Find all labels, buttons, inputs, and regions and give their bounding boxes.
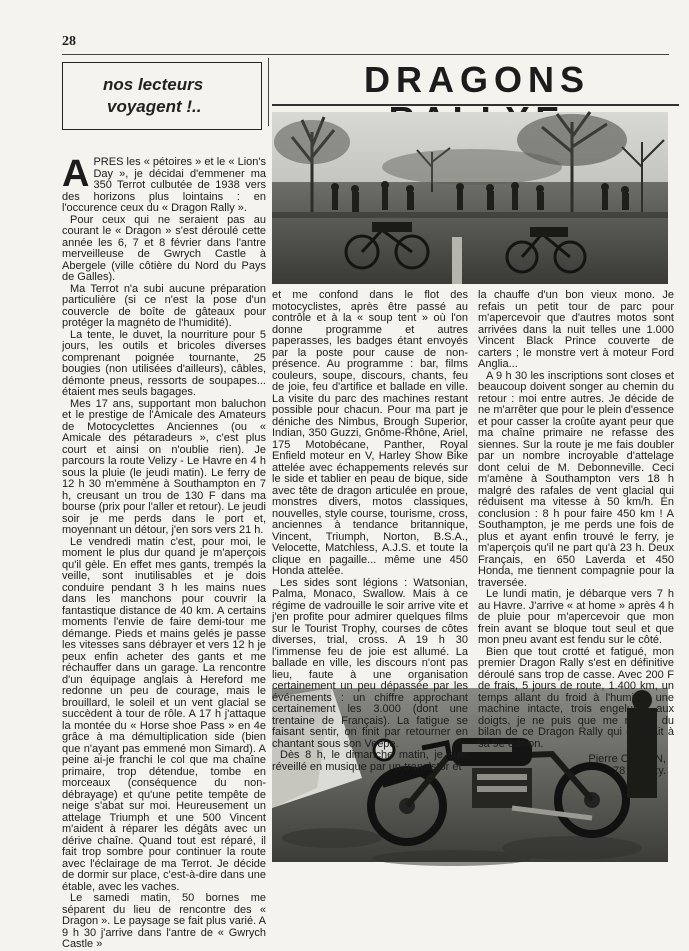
- column-1: [62, 153, 266, 951]
- paragraph: Mes 17 ans, supportant mon baluchon et le prestige de l'Amicale des Amateurs de Motocyclettes Anciennes (ou « Amicale des pétaradeurs », c'est plus court et ainsi on n'oublie rien). Je parcours la route Velizy - Le Havre en 4 h sous la pluie (le jeudi matin). Le ferry de 12 h 30 m'emmène à Southampton en 7 h, creusant un trou de 130 F dans ma bourse (prix pour l'aller et retour). Le jeudi soir je me perds dans le port et, moyennant un détour, j'en sors vers 21 h.: [62, 397, 266, 536]
- paragraph-text: PRES les « pétoires » et le « Lion's Day », je décidai d'emmener ma 350 Terrot culbutée de 1938 vers des horizons plus lointains : en l'occurence ceux du « Dragon Rally ».: [62, 156, 266, 214]
- paragraph: La tente, le duvet, la nourriture pour 5 jours, les outils et bricoles diverses comprenant poignée tournante, 25 bougies (non utilisées d'ailleurs), câbles, démonte pneus, ressorts de soupapes... étaient mes seuls bagages.: [62, 328, 266, 398]
- paragraph: A 9 h 30 les inscriptions sont closes et beaucoup doivent songer au chemin du retour : moi entre autres. Je décide de ne m'arrêter que pour le plein d'essence et pour casser la croûte ayant peur que ma chaîne primaire ne refasse des siennes. Sur la route je me fais doubler par un nombre incroyable d'attelage dont celui de M. Debonneville. Ceci m'amène à Southampton vers 18 h malgré des rafales de vent glacial qui réduisent ma vitesse à 50 km/h. En conclusion : 8 h pour faire 450 km ! A Southampton, je me perds une fois de plus et ayant enfin trouvé le ferry, je m'aperçois qu'il ne part qu'à 23 h. Deux Français, en 650 Laverda et 450 Honda, me tiennent compagnie pour la traversée.: [478, 369, 674, 589]
- kicker-line-2: voyagent !..: [107, 97, 202, 116]
- paragraph: Le samedi matin, 50 bornes me séparent du lieu de rencontre des « Dragon ». Le paysage se fait plus varié. A 9 h 30 j'arrive dans l'antre de « Gwrych Castle »: [62, 892, 266, 950]
- paragraph: Les sides sont légions : Watsonian, Palma, Monaco, Swallow. Mais à ce régime de vadrouille le soir arrive vite et j'en profite pour admirer quelques films sur le Tourist Trophy, courses de côtes diverses, trial, cross. A 19 h 30 l'immense feu de joie est allumé. La ballade en ville, les discours n'ont pas lieu, faute à une organisation certainement un peu dépassée par les événements : un chiffre approchant certainement les 3.000 (dont une trentaine de Français). La fatigue se faisant sentir, on finit par retourner en chantant sous son Veepe.: [272, 576, 468, 750]
- kicker-line-1: nos lecteurs: [103, 75, 204, 94]
- paragraph: Le vendredi matin c'est, pour moi, le moment le plus dur quand je m'aperçois qu'il gèle. En effet mes gants, trempés la veille, sont inutilisables et je dois conduire pendant 3 h les mains nues dans les manchons pour couvrir la fantastique distance de 40 km. A certains moments l'envie de faire demi-tour me démange. Pieds et mains gelés je passe les vitesses sans débrayer et vers 12 h je peux enfin acheter des gants et me réchauffer dans un garage. La rencontre d'un équipage anglais à Hereford me redonne un peu de courage, mais le brouillard, le soleil et un vent glacial se succèdent à tour de rôle. A 17 h j'attaque la montée du « Horse shoe Pass » en 4e grâce à ma démultiplication side (bien que n'ayant pas emmené mon Simard). A peine ai-je franchi le col que ma chaîne primaire, trop détendue, tombe en morceaux (conséquence du non-débrayage) et qu'une petite tempête de neige s'abat sur moi. Heureusement un attelage Triumph et une 500 Vincent m'aident à réparer les dégâts avec un dérive chaîne. Quand tout est réparé, il fait trop sombre pour continuer la route avec l'éclairage de ma Terrot. Je décide de dormir sur place, c'est-à-dire dans une étable, avec les vaches.: [62, 535, 266, 893]
- rally-campsite-photo: [272, 112, 668, 284]
- author-name: Pierre COUTIN,: [588, 753, 666, 765]
- author-place: 78 - Velizy.: [613, 764, 666, 777]
- page-number: 28: [62, 34, 76, 49]
- paragraph-opening: [62, 153, 266, 215]
- drop-cap: A: [62, 153, 90, 195]
- paragraph: Dès 8 h, le dimanche matin, je suis réveillé en musique par un transistor et: [272, 749, 468, 773]
- column-2: [272, 290, 468, 773]
- title-underline: [272, 104, 679, 106]
- paragraph: Bien que tout crotté et fatigué, mon premier Dragon Rally s'est en définitive déroulé sans trop de casse. Avec 200 F de frais, 5 jours de route, 1.400 km, un temps allant du froid à l'humide, une machine intacte, trois engelures aux doigts, je ne puis que me réjouir du bilan de ce Dragon Rally qui en était à sa 9e édition.: [478, 645, 674, 750]
- article-title: DRAGONS: [363, 59, 590, 100]
- paragraph: la chauffe d'un bon vieux mono. Je refais un petit tour de parc pour m'apercevoir que d'autres motos sont arrivées dans la nuit telles une 1.000 Vincent Black Prince couverte de carters ; le monstre vert à moteur Ford Anglia...: [478, 289, 674, 370]
- paragraph: Le lundi matin, je débarque vers 7 h au Havre. J'arrive « at home » après 4 h de pluie pour m'apercevoir que mon frein avant se bloque tout seul et que mon pneu avant est fendu sur le côté.: [478, 588, 674, 646]
- header-rule: [62, 54, 669, 55]
- paragraph: et me confond dans le flot des motocyclistes, après être passé au contrôle et à la « soup tent » où l'on donne programme et autres paperasses, les badges étant envoyés par la poste pour cause de non-présence. Au programme : bar, films couleurs, soupe, discours, chants, feu de joie, feu d'artifice et ballade en ville. La visite du parc des machines restant possible pour chacun. Pour ma part je déniche des Nimbus, Brough Superior, Indian, 350 Guzzi, Gnôme-Rhône, Ariel, 175 Motobécane, Panther, Royal Enfield moteur en V, Harley Show Bike attelée avec échappements relevés sur le side et tablier en peau de bique, side avec tête de dragon articulée en proue, monstres divers, motos classiques, nouvelles, style course, tourisme, cross, anciennes à tendance britannique, Vincent, Triumph, Norton, B.S.A., Velocette, Matchless, A.J.S. et toute la clique en pagaille... même une 450 Honda attelée.: [272, 289, 468, 577]
- paragraph: Pour ceux qui ne seraient pas au courant le « Dragon » s'est déroulé cette année les 6, 7 et 8 février dans l'antre merveilleuse de Gwrych Castle à Abergele (ville côtière du Nord du Pays de Galles).: [62, 213, 266, 283]
- column-3: [478, 290, 674, 777]
- section-kicker-box: [62, 62, 262, 130]
- title-divider: [268, 58, 269, 126]
- author-signature: [478, 754, 674, 777]
- paragraph: Ma Terrot n'a subi aucune préparation particulière (si ce n'est la pose d'un couvercle de boîte de gâteaux pour protéger la magnéto de l'humidité).: [62, 282, 266, 329]
